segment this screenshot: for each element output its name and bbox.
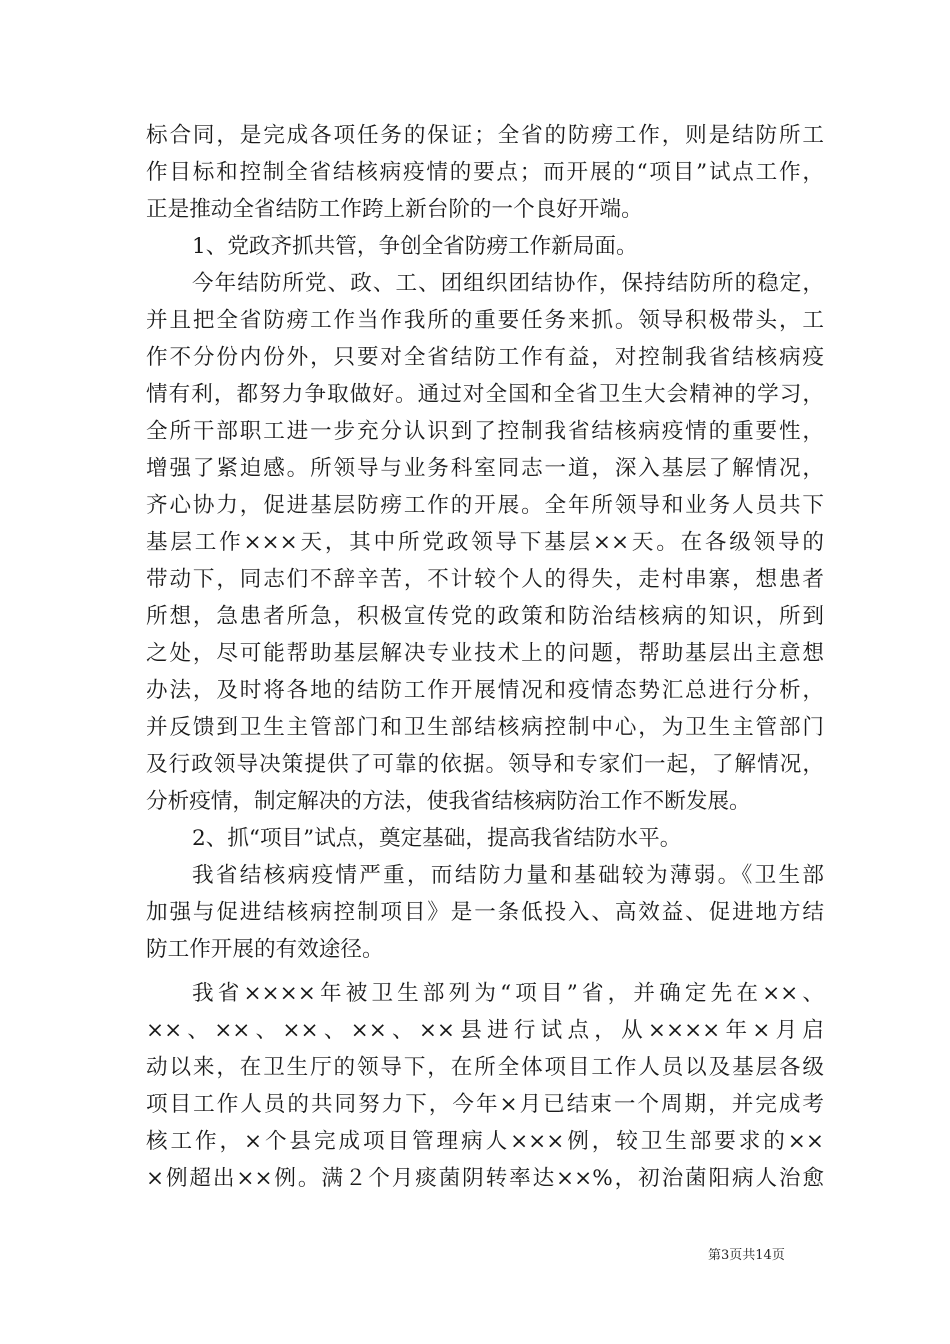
text-line: 并且把全省防痨工作当作我所的重要任务来抓。领导积极带头，工	[146, 308, 824, 333]
text-line: 齐心协力，促进基层防痨工作的开展。全年所领导和业务人员共下	[146, 493, 824, 518]
text-line: 分析疫情，制定解决的方法，使我省结核病防治工作不断发展。	[146, 789, 751, 814]
text-line: 增强了紧迫感。所领导与业务科室同志一道，深入基层了解情况，	[146, 456, 824, 481]
text-line: 防工作开展的有效途径。	[146, 937, 384, 962]
page-number: 第3页共14页	[708, 1248, 785, 1263]
text-line: 正是推动全省结防工作跨上新台阶的一个良好开端。	[146, 197, 643, 222]
text-line: ××、××、××、××、××县进行试点，从××××年×月启	[146, 1018, 824, 1043]
text-line: 办法，及时将各地的结防工作开展情况和疫情态势汇总进行分析，	[146, 678, 824, 703]
text-line: 基层工作×××天，其中所党政领导下基层××天。在各级领导的	[146, 530, 824, 555]
document-body	[146, 117, 824, 1197]
text-line: 作不分份内份外，只要对全省结防工作有益，对控制我省结核病疫	[146, 345, 824, 370]
section-heading-2: 2、抓“项目”试点，奠定基础，提高我省结防水平。	[192, 826, 682, 851]
text-line: 标合同，是完成各项任务的保证；全省的防痨工作，则是结防所工	[146, 123, 824, 148]
section-heading-1: 1、党政齐抓共管，争创全省防痨工作新局面。	[192, 234, 638, 259]
text-line: 情有利，都努力争取做好。通过对全国和全省卫生大会精神的学习，	[146, 382, 824, 407]
paragraph-gap	[146, 968, 824, 975]
text-line: 今年结防所党、政、工、团组织团结协作，保持结防所的稳定，	[192, 271, 824, 296]
text-line: 并反馈到卫生主管部门和卫生部结核病控制中心，为卫生主管部门	[146, 715, 824, 740]
text-line: 项目工作人员的共同努力下，今年×月已结束一个周期，并完成考	[146, 1092, 824, 1117]
text-line: 我省结核病疫情严重，而结防力量和基础较为薄弱。《卫生部	[192, 863, 824, 888]
text-line: 带动下，同志们不辞辛苦，不计较个人的得失，走村串寨，想患者	[146, 567, 824, 592]
text-line: 作目标和控制全省结核病疫情的要点；而开展的“项目”试点工作，	[146, 160, 824, 185]
text-line: ×例超出××例。满２个月痰菌阴转率达××%，初治菌阳病人治愈	[146, 1166, 824, 1191]
text-line: 我省××××年被卫生部列为“项目”省，并确定先在××、	[192, 981, 824, 1006]
text-line: 之处，尽可能帮助基层解决专业技术上的问题，帮助基层出主意想	[146, 641, 824, 666]
text-line: 全所干部职工进一步充分认识到了控制我省结核病疫情的重要性，	[146, 419, 824, 444]
text-line: 动以来，在卫生厅的领导下，在所全体项目工作人员以及基层各级	[146, 1055, 824, 1080]
text-line: 加强与促进结核病控制项目》是一条低投入、高效益、促进地方结	[146, 900, 824, 925]
text-line: 所想，急患者所急，积极宣传党的政策和防治结核病的知识，所到	[146, 604, 824, 629]
text-line: 及行政领导决策提供了可靠的依据。领导和专家们一起，了解情况，	[146, 752, 824, 777]
text-line: 核工作，×个县完成项目管理病人×××例，较卫生部要求的××	[146, 1129, 824, 1154]
